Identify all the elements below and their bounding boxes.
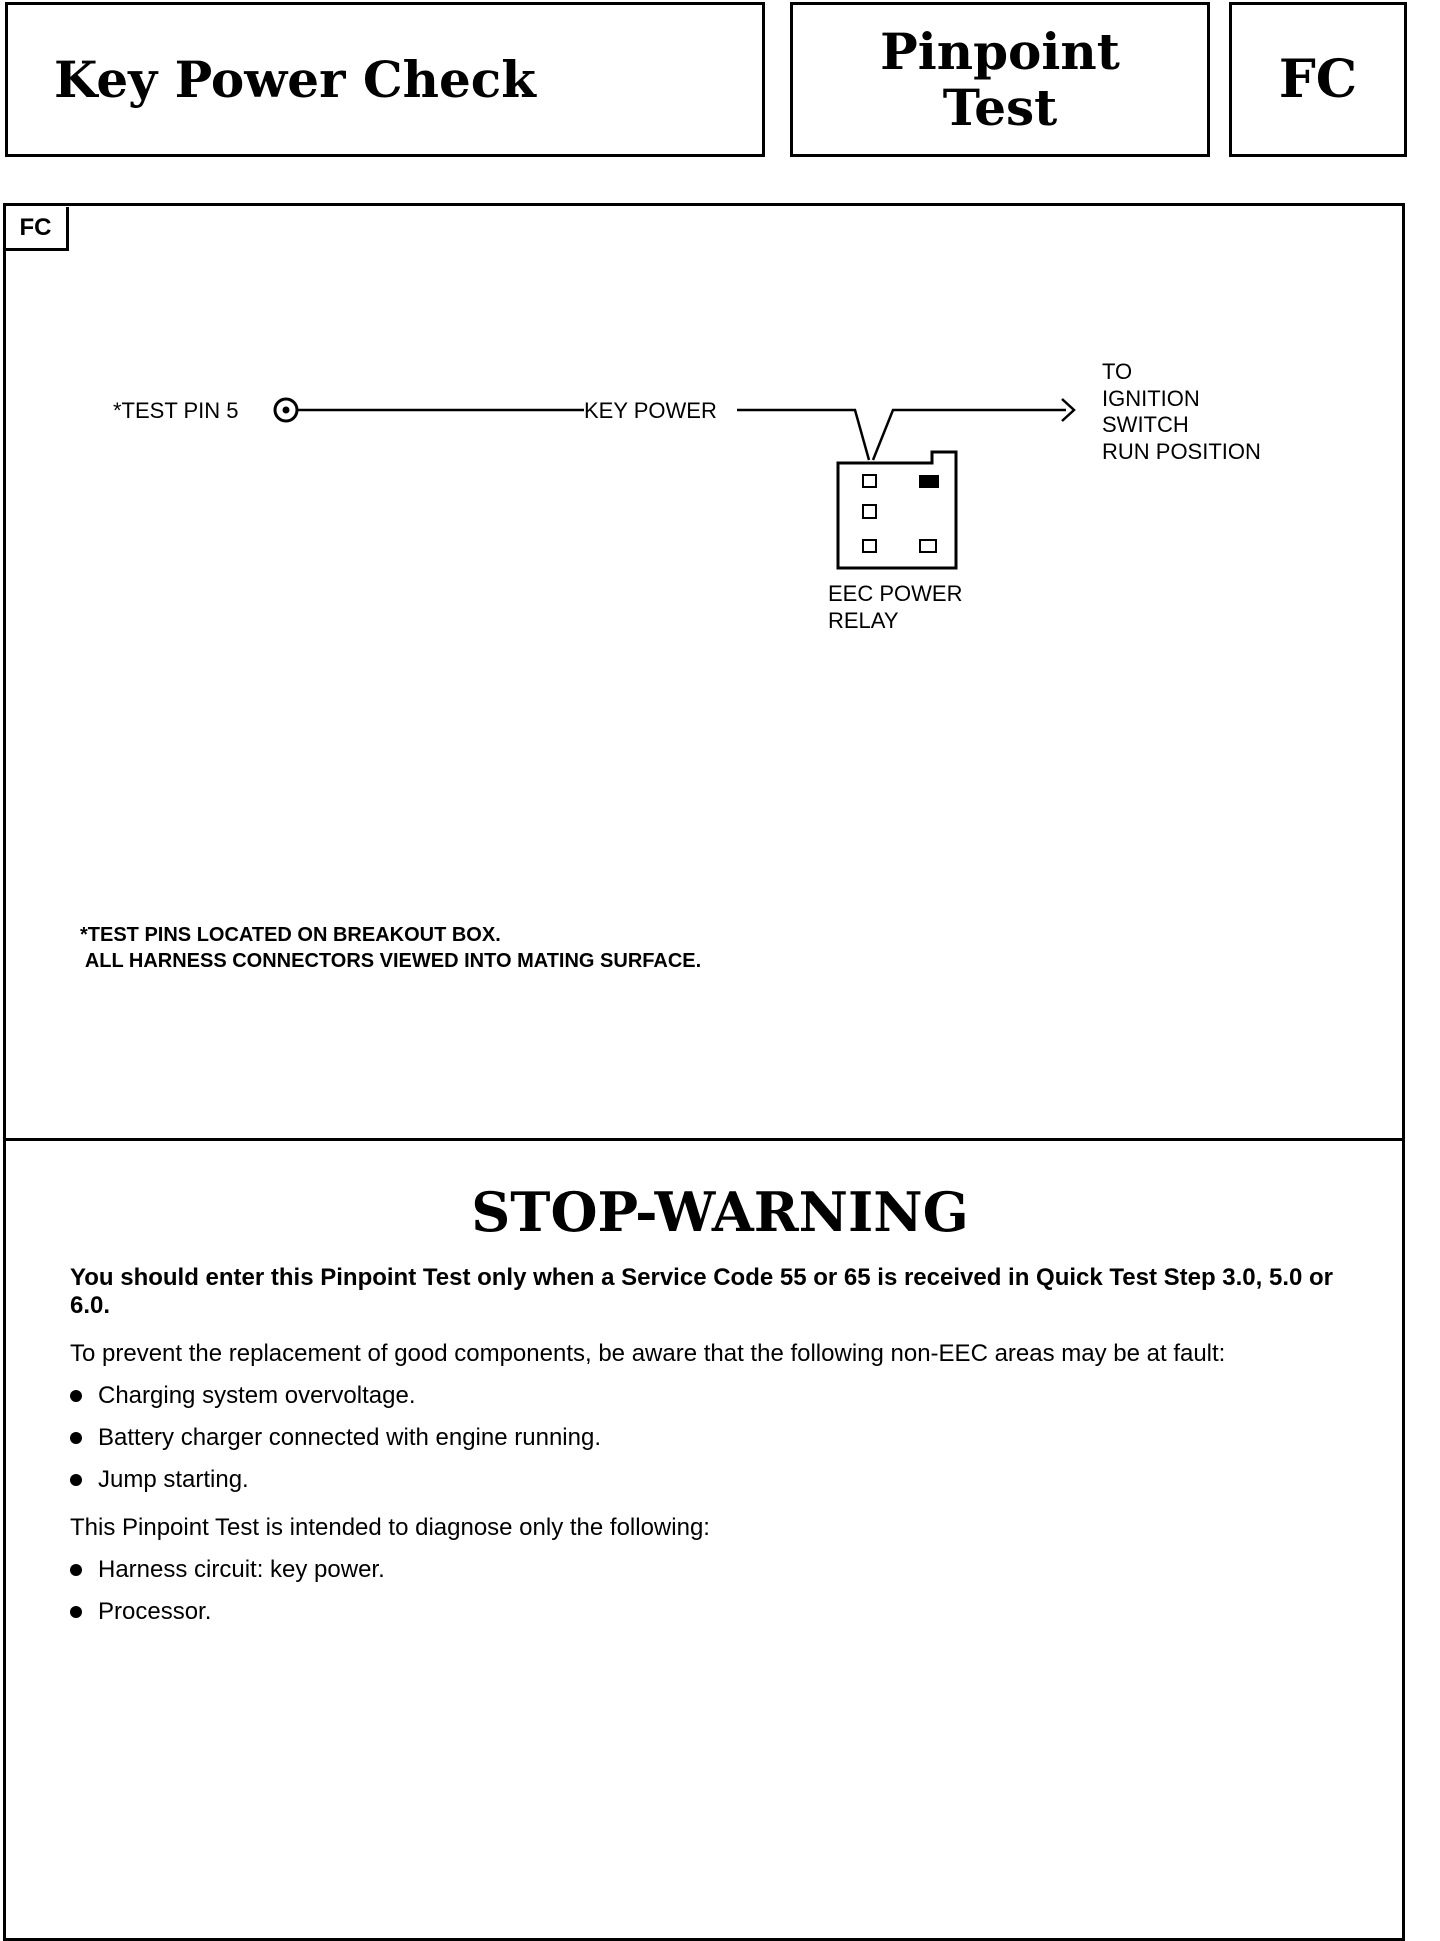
scope-item-text: Processor. — [98, 1598, 212, 1625]
diagram-note — [80, 922, 701, 974]
scope-item — [70, 1556, 1360, 1584]
relay-pin-3 — [863, 505, 876, 518]
section-divider — [3, 1138, 1405, 1141]
destination-line-1: TO — [1102, 359, 1133, 384]
scope-item-text: Harness circuit: key power. — [98, 1556, 385, 1583]
warning-intro: To prevent the replacement of good components, be aware that the following non-EEC areas may be at fault: — [70, 1340, 1226, 1367]
destination-line-2: IGNITION — [1102, 386, 1200, 411]
scope-intro: This Pinpoint Test is intended to diagnose only the following: — [70, 1514, 710, 1541]
warning-lead: You should enter this Pinpoint Test only when a Service Code 55 or 65 is received in Quick Test Step 3.0, 5.0 or 6.0. — [70, 1264, 1334, 1319]
wire-label: KEY POWER — [584, 398, 717, 423]
bullet-icon — [70, 1564, 82, 1576]
relay-pin-2 — [919, 475, 939, 488]
key-power-wire-relay-out — [873, 410, 1066, 460]
key-power-wire-relay-in — [737, 410, 869, 460]
test-pin-label: *TEST PIN 5 — [113, 398, 239, 423]
fault-item-text: Jump starting. — [98, 1466, 249, 1493]
fault-item-text: Battery charger connected with engine running. — [98, 1424, 601, 1451]
note-line-1: *TEST PINS LOCATED ON BREAKOUT BOX. — [80, 924, 501, 946]
page-title: Key Power Check — [54, 50, 536, 109]
fault-item-text: Charging system overvoltage. — [98, 1382, 416, 1409]
relay-pin-4 — [863, 540, 876, 552]
relay-pin-1 — [863, 475, 876, 487]
bullet-icon — [70, 1606, 82, 1618]
warning-title: STOP-WARNING — [471, 1180, 969, 1244]
test-code: FC — [1278, 49, 1358, 110]
bullet-icon — [70, 1390, 82, 1402]
fault-item — [70, 1466, 1360, 1494]
fault-item — [70, 1424, 1360, 1452]
warning-body — [70, 1264, 1360, 1626]
relay-pin-5 — [920, 540, 936, 552]
eec-power-relay-connector — [838, 452, 956, 568]
frame-tag-label: FC — [19, 213, 52, 241]
bullet-icon — [70, 1474, 82, 1486]
note-line-2: ALL HARNESS CONNECTORS VIEWED INTO MATING SURFACE. — [80, 950, 702, 972]
test-type-line-2: Test — [942, 77, 1058, 137]
test-pin-terminal-icon — [275, 399, 297, 421]
bullet-icon — [70, 1432, 82, 1444]
relay-label-line-1: EEC POWER — [828, 581, 963, 606]
relay-label-line-2: RELAY — [828, 608, 899, 633]
destination-line-4: RUN POSITION — [1102, 439, 1261, 464]
scope-item — [70, 1598, 1360, 1626]
test-type-line-1: Pinpoint — [880, 21, 1120, 81]
destination-line-3: SWITCH — [1102, 412, 1189, 437]
fault-item — [70, 1382, 1360, 1410]
